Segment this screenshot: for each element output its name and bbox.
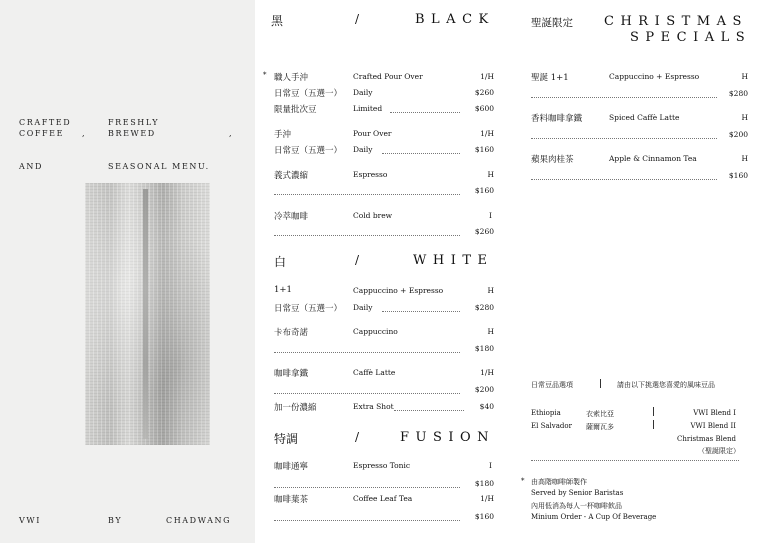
- bean-christmas-blend-note: （聖誕限定）: [698, 447, 740, 455]
- black-item-en-3: Pour Over: [353, 129, 392, 138]
- christmas-item-en-0: Cappuccino + Espresso: [609, 72, 700, 81]
- black-item-price-4: $160: [474, 145, 494, 154]
- leader-dots: [531, 460, 739, 461]
- black-item-zh-3: 手沖: [274, 130, 292, 140]
- white-item-size-0: H: [487, 286, 494, 295]
- white-item-size-2: H: [487, 327, 494, 336]
- fusion-title-slash: /: [355, 430, 360, 444]
- fusion-item-en-1: Coffee Leaf Tea: [353, 494, 413, 503]
- beans-divider: [653, 420, 654, 429]
- christmas-item-price-0: $280: [728, 89, 748, 98]
- white-item-en-4: Extra Shot: [353, 402, 394, 411]
- leader-dots: [390, 112, 460, 113]
- leader-dots: [274, 520, 460, 521]
- leader-dots: [274, 194, 460, 195]
- christmas-item-price-1: $200: [728, 130, 748, 139]
- white-title-slash: /: [355, 253, 360, 267]
- fusion-title-zh: 特調: [274, 432, 299, 446]
- bean-christmas-blend: Christmas Blend: [677, 435, 736, 443]
- black-item-price-1: $260: [474, 88, 494, 97]
- fusion-item-zh-0: 咖啡通寧: [274, 462, 309, 472]
- cover-seasonal-menu: SEASONAL MENU.: [108, 162, 210, 171]
- black-title-zh: 黑: [271, 14, 284, 28]
- cover-author: CHADWANG: [166, 516, 232, 525]
- cover-word-brewed: BREWED: [108, 129, 156, 138]
- christmas-item-en-2: Apple & Cinnamon Tea: [609, 154, 697, 163]
- black-item-zh-5: 義式濃縮: [274, 171, 309, 181]
- bean-blend-2: VWI Blend II: [690, 422, 736, 430]
- fusion-title-en: FUSION: [400, 430, 496, 445]
- black-item-zh-4: 日常豆（五選一）: [274, 146, 343, 156]
- white-item-price-4: $40: [479, 402, 494, 411]
- black-item-zh-1: 日常豆（五選一）: [274, 89, 343, 99]
- beans-divider: [653, 407, 654, 416]
- leader-dots: [531, 138, 717, 139]
- texture-stripe: [143, 189, 148, 439]
- black-item-zh-6: 冷萃咖啡: [274, 212, 309, 222]
- black-item-zh-2: 限量批次豆: [274, 105, 317, 115]
- cover-word-coffee: COFFEE: [19, 129, 65, 138]
- cover-word-freshly: FRESHLY: [108, 118, 160, 127]
- black-title-slash: /: [355, 12, 360, 26]
- black-item-size-3: 1/H: [480, 129, 494, 138]
- white-item-en-0: Cappuccino + Espresso: [353, 286, 444, 295]
- fusion-item-size-0: I: [489, 461, 492, 470]
- cover-texture-image: [85, 183, 210, 445]
- black-item-price-6: $260: [474, 227, 494, 236]
- cover-word-and: AND: [19, 162, 43, 171]
- white-item-size-3: 1/H: [480, 368, 494, 377]
- white-item-zh-3: 咖啡拿鐵: [274, 369, 309, 379]
- leader-dots: [394, 410, 464, 411]
- leader-dots: [274, 352, 460, 353]
- footer-line-3: 內用低消為每人一杯咖啡飲品: [531, 502, 622, 510]
- white-item-price-2: $180: [474, 344, 494, 353]
- christmas-item-zh-2: 蘋果肉桂茶: [531, 155, 574, 165]
- white-item-zh-4: 加一份濃縮: [274, 403, 317, 413]
- black-item-en-1: Daily: [353, 88, 373, 97]
- bean-elsalvador-zh: 薩爾瓦多: [586, 423, 614, 431]
- black-item-star: *: [263, 71, 267, 79]
- black-item-size-0: 1/H: [480, 72, 494, 81]
- leader-dots: [274, 393, 460, 394]
- white-item-en-1: Daily: [353, 303, 373, 312]
- fusion-item-price-0: $180: [474, 479, 494, 488]
- leader-dots: [274, 235, 460, 236]
- black-item-en-4: Daily: [353, 145, 373, 154]
- bean-ethiopia-zh: 衣索比亞: [586, 410, 614, 418]
- footer-line-1: 由高階咖啡師製作: [531, 478, 587, 486]
- left-cover-panel: [0, 0, 255, 543]
- beans-subtitle-zh: 請由以下挑選您喜愛的風味豆品: [617, 381, 715, 389]
- bean-blend-1: VWI Blend I: [693, 409, 736, 417]
- christmas-title-zh: 聖誕限定: [531, 17, 573, 29]
- black-item-en-2: Limited: [353, 104, 383, 113]
- beans-divider: [600, 379, 601, 388]
- cover-comma-1: ,: [82, 129, 87, 138]
- leader-dots: [531, 97, 717, 98]
- black-item-en-5: Espresso: [353, 170, 388, 179]
- white-item-price-1: $280: [474, 303, 494, 312]
- bean-ethiopia-en: Ethiopia: [531, 409, 561, 417]
- fusion-item-size-1: 1/H: [480, 494, 494, 503]
- bean-elsalvador-en: El Salvador: [531, 422, 572, 430]
- christmas-item-price-2: $160: [728, 171, 748, 180]
- christmas-item-size-2: H: [741, 154, 748, 163]
- fusion-item-en-0: Espresso Tonic: [353, 461, 411, 470]
- black-item-size-6: I: [489, 211, 492, 220]
- black-title-en: BLACK: [415, 12, 495, 27]
- christmas-item-zh-0: 聖誕 1+1: [531, 73, 569, 83]
- leader-dots: [382, 311, 460, 312]
- beans-title-zh: 日常豆品選項: [531, 381, 573, 389]
- christmas-item-size-1: H: [741, 113, 748, 122]
- black-item-en-6: Cold brew: [353, 211, 393, 220]
- cover-word-crafted: CRAFTED: [19, 118, 72, 127]
- black-item-price-2: $600: [474, 104, 494, 113]
- cover-brand-vwi: VWI: [19, 516, 41, 525]
- white-item-zh-1: 日常豆（五選一）: [274, 304, 343, 314]
- footer-line-2: Served by Senior Baristas: [531, 489, 624, 497]
- leader-dots: [531, 179, 717, 180]
- fusion-item-price-1: $160: [474, 512, 494, 521]
- christmas-item-en-1: Spiced Caffè Latte: [609, 113, 680, 122]
- white-item-en-3: Caffè Latte: [353, 368, 396, 377]
- leader-dots: [382, 153, 460, 154]
- fusion-item-zh-1: 咖啡葉茶: [274, 495, 309, 505]
- leader-dots: [274, 487, 460, 488]
- white-item-price-3: $200: [474, 385, 494, 394]
- black-item-zh-0: 職人手沖: [274, 73, 309, 83]
- white-item-zh-2: 卡布奇諾: [274, 328, 309, 338]
- cover-word-by: BY: [108, 516, 123, 525]
- white-title-en: WHITE: [413, 253, 494, 268]
- black-item-en-0: Crafted Pour Over: [353, 72, 423, 81]
- footer-line-4: Minium Order - A Cup Of Beverage: [531, 513, 657, 521]
- black-item-price-5: $160: [474, 186, 494, 195]
- christmas-title-en-2: SPECIALS: [630, 30, 752, 45]
- christmas-item-size-0: H: [741, 72, 748, 81]
- christmas-item-zh-1: 香料咖啡拿鐵: [531, 114, 583, 124]
- christmas-title-en-1: CHRISTMAS: [604, 14, 748, 29]
- white-item-en-2: Cappuccino: [353, 327, 398, 336]
- white-item-zh-0: 1+1: [274, 285, 292, 295]
- black-item-size-5: H: [487, 170, 494, 179]
- cover-comma-2: ,: [229, 129, 234, 138]
- footer-star: *: [521, 477, 525, 485]
- white-title-zh: 白: [274, 255, 287, 269]
